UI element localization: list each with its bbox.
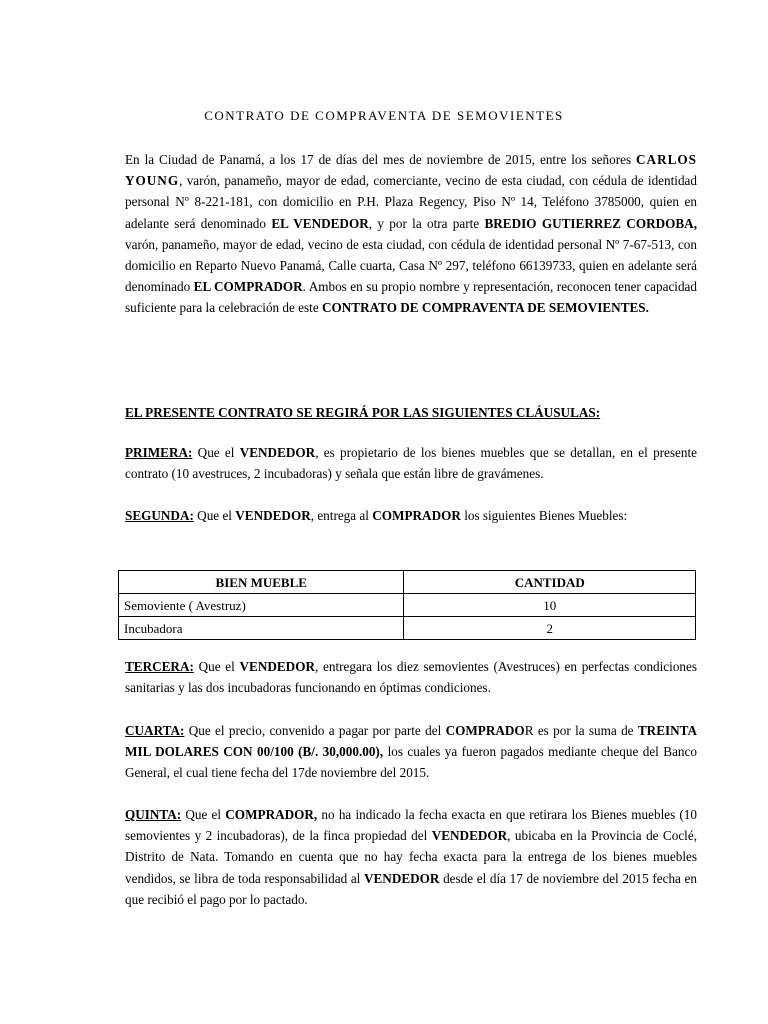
clause-segunda — [125, 505, 697, 526]
intro-text-4: varón, panameño, mayor de edad, vecino de esta ciudad, con cédula de identidad personal Nº 7-67-513, con domicilio en Reparto Nuevo Panamá, Calle cuarta, Casa Nº 297, teléfono 66139733, quien en adelante será denominado — [125, 236, 697, 295]
seller-role: EL VENDEDOR — [271, 215, 369, 231]
clause-bold-term: VENDEDOR — [239, 445, 316, 460]
intro-text-3: , y por la otra parte — [368, 215, 485, 231]
clause-text: Que el precio, convenido a pagar por parte del — [184, 723, 446, 738]
clause-tercera — [125, 656, 697, 698]
clause-text: Que el — [193, 659, 240, 674]
clause-cuarta-label: CUARTA: — [125, 723, 185, 738]
intro-text-1: En la Ciudad de Panamá, a los 17 de días del mes de noviembre de 2015, entre los señores — [125, 152, 637, 167]
table-header-cell: BIEN MUEBLE — [119, 571, 404, 594]
clause-text: , ubicaba en la Provincia de Coclé, Distrito de Nata. Tomando en cuenta que no hay fecha exacta para la entrega de los bienes muebles vendidos, se libra de toda responsabilidad al — [125, 828, 697, 886]
clause-quinta — [125, 804, 697, 910]
clauses-heading: EL PRESENTE CONTRATO SE REGIRÁ POR LAS SIGUIENTES CLÁUSULAS: — [125, 405, 601, 420]
clause-text: R — [524, 723, 534, 738]
clause-cuarta — [125, 720, 697, 784]
contract-name: CONTRATO DE COMPRAVENTA DE SEMOVIENTES. — [321, 300, 649, 316]
table-header-cell: CANTIDAD — [404, 571, 696, 594]
clause-text: desde el día 17 de noviembre del 2015 fecha en que recibió el pago por lo pactado. — [125, 870, 697, 907]
clause-text: Que el — [181, 807, 226, 822]
table-cell-quantity: 2 — [404, 617, 696, 640]
clause-text: los cuales ya fueron pagados mediante cheque del Banco General, el cual tiene fecha del 17de noviembre del 2015. — [125, 744, 697, 781]
goods-table — [118, 570, 696, 640]
clause-bold-term: COMPRADO — [445, 723, 525, 738]
table-row — [119, 617, 696, 640]
clause-text: los siguientes Bienes Muebles: — [460, 508, 628, 523]
intro-text-5: . Ambos en su propio nombre y representación, reconocen tener capacidad suficiente para la celebración de este — [125, 279, 697, 316]
clause-bold-term: COMPRADOR, — [225, 807, 318, 822]
clause-text: no ha indicado la fecha exacta en que retirara los Bienes muebles (10 semovientes y 2 incubadoras), de la finca propiedad del — [125, 807, 697, 844]
seller-name: CARLOS YOUNG — [125, 152, 697, 189]
clause-text: , entregara los diez semovientes (Avestruces) en perfectas condiciones sanitarias y las dos incubadoras funcionando en óptimas condiciones. — [125, 659, 697, 696]
table-cell-quantity: 10 — [404, 594, 696, 617]
clause-bold-term: VENDEDOR — [363, 870, 440, 886]
buyer-role: EL COMPRADOR — [193, 279, 303, 295]
table-cell-item: Semoviente ( Avestruz) — [119, 594, 404, 617]
clause-segunda-label: SEGUNDA: — [125, 508, 194, 523]
clause-text: , es propietario de los bienes muebles que se detallan, en el presente contrato (10 avestruces, 2 incubadoras) y señala que están libre de gravámenes. — [125, 445, 697, 482]
document-title: CONTRATO DE COMPRAVENTA DE SEMOVIENTES — [204, 108, 564, 123]
table-cell-item: Incubadora — [119, 617, 404, 640]
clause-tercera-label: TERCERA: — [125, 659, 194, 674]
clause-text: , entrega al — [310, 508, 373, 523]
clause-text: Que el — [192, 445, 240, 460]
buyer-name: BREDIO GUTIERREZ CORDOBA, — [484, 215, 697, 231]
clause-text: es por la suma de — [533, 723, 638, 738]
table-header-row — [119, 571, 696, 594]
intro-paragraph — [125, 149, 697, 319]
clause-bold-term: VENDEDOR — [431, 828, 508, 844]
clause-bold-term: COMPRADOR — [372, 508, 461, 523]
clause-bold-term: VENDEDOR — [239, 659, 315, 674]
clause-quinta-label: QUINTA: — [125, 807, 182, 822]
intro-text-2: , varón, panameño, mayor de edad, comerciante, vecino de esta ciudad, con cédula de identidad personal Nº 8-221-181, con domicilio en P.H. Plaza Regency, Piso Nº 14, Teléfono 3785000, quien en adelante será denominado — [125, 173, 697, 231]
clause-bold-amount: TREINTA MIL DOLARES CON 00/100 (B/. 30,000.00), — [125, 723, 697, 760]
clause-primera-label: PRIMERA: — [125, 445, 193, 460]
clause-bold-term: VENDEDOR — [235, 508, 311, 523]
table-row — [119, 594, 696, 617]
clause-primera — [125, 442, 697, 484]
clause-text: Que el — [193, 508, 236, 523]
